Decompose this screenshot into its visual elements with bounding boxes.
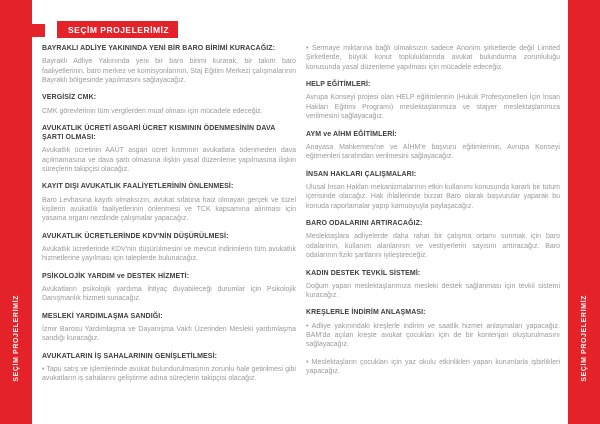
project-section (306, 170, 560, 211)
section-heading: BARO ODALARINI ARTIRACAĞIZ: (306, 220, 423, 228)
section-paragraph: Avukatların psikolojik yardıma ihtiyaç duyabileceği durumlar için Psikolojik Danışmanlık hizmeti sunacağız. (42, 285, 296, 303)
section-paragraph: • Meslektaşların çocukları için yaz okulu etkinlikleri yapan kurumlarla işbirlikleri yapacağız. (306, 358, 560, 376)
section-paragraph: CMK görevlerinin tüm vergilerden muaf olması için mücadele edeceğiz. (42, 107, 263, 115)
section-paragraph: Doğum yapan meslektaşlarımıza mesleki destek sağlanması için tevkil sistemi kuracağız. (306, 282, 560, 300)
section-paragraph: Anayasa Mahkemesi'ne ve AİHM'e başvuru eğitimlerinin, Avrupa Konseyi eğitmenleri tarafından verilmesini sağlayacağız. (306, 143, 560, 161)
project-section (42, 312, 296, 344)
section-paragraph: • Tapu satış ve işlemlerinde avukat bulundurulmasının zorunlu hale getirilmesi gibi avukatların iş sahalarını geliştirme adına süreçlerin takipçisi olacağız. (42, 365, 296, 383)
section-heading: KREŞLERLE İNDİRİM ANLAŞMASI: (306, 309, 426, 317)
content-area (42, 44, 560, 392)
section-heading: MESLEKİ YARDIMLAŞMA SANDIĞI: (42, 312, 163, 320)
section-heading: AVUKATLIK ÜCRETLERİNDE KDV'NİN DÜŞÜRÜLMESİ: (42, 232, 229, 240)
right-column (306, 44, 560, 392)
section-heading: KAYIT DIŞI AVUKATLIK FAALİYETLERİNİN ÖNLENMESİ: (42, 183, 234, 191)
section-paragraph: Avukatlık ücretlerinde KDV'nin düşürülmesini ve mevcut indirimlerin tüm avukatlık hizmetlerine yayılması için taleplerde bulunacağız. (42, 245, 296, 263)
project-section (42, 352, 296, 384)
section-paragraph: • Sermaye miktarına bağlı olmaksızın sadece Anonim şirketlerde değil Limited Şirketlerde, büyük konut topluluklarında avukat bulundurma zorunluluğu konusunda yasal düzenleme yapılması için mücadele edeceğiz. (306, 45, 560, 71)
right-rail-vertical-title: SEÇİM PROJELERİMİZ (580, 295, 588, 382)
project-section (306, 44, 560, 72)
project-section (42, 44, 296, 85)
section-heading: AYM ve AİHM EĞİTİMLERİ: (306, 130, 397, 138)
banner-left-step (0, 24, 45, 37)
section-heading: HELP EĞİTİMLERİ: (306, 81, 371, 89)
section-heading: BAYRAKLI ADLİYE YAKININDA YENİ BİR BARO BİRİMİ KURACAĞIZ: (42, 45, 276, 52)
left-rail-vertical-title: SEÇİM PROJELERİMİZ (12, 295, 20, 382)
section-heading: İNSAN HAKLARI ÇALIŞMALARI: (306, 170, 417, 178)
project-section (306, 130, 560, 162)
section-paragraph: Avukatlık ücretinin AAÜT asgari ücret kısmının avukatlara ödenmeden dava açılmamasına ve dava şartı olmasına ilişkin yasal düzenleme yapılmasına ilişkin süreçlerin takipçisi olacağız. (42, 147, 296, 173)
project-section (306, 269, 560, 301)
project-section (306, 219, 560, 260)
section-paragraph: Meslektaşlara adliyelerde daha rahat bir çalışma ortamı sunmak için baro odalarının, kullanım alanlarının ve vestiyerlerin sayısını arttıracağız. Baro odalarının fiziki şartlarını iyileştireceğiz. (306, 233, 560, 260)
section-heading: KADIN DESTEK TEVKİL SİSTEMİ: (306, 269, 421, 277)
project-section (42, 182, 296, 223)
section-heading: AVUKATLIK ÜCRETİ ASGARİ ÜCRET KISMININ ÖDENMESİNİN DAVA ŞARTI OLMASI: (42, 124, 276, 142)
project-section (42, 124, 296, 175)
left-column (42, 44, 296, 392)
section-paragraph: Bayraklı Adliye Yakınında yeni bir baro birimi kurarak, bir takım baro faaliyetlerinin, baro merkez ve komisyonlarının, Staj Eğitim Merkezi çalışmalarının Bayraklı bölgesinde yapılmasını sağlayacağız. (42, 58, 296, 84)
section-heading: AVUKATLARIN İŞ SAHALARININ GENİŞLETİLMESİ: (42, 352, 218, 360)
section-paragraph: İzmir Barosu Yardımlaşma ve Dayanışma Vakfı Üzerinden Mesleki yardımlaşma sandığı kuracağız. (42, 325, 296, 343)
left-red-rail (0, 0, 32, 424)
project-section (42, 93, 296, 116)
project-section (42, 232, 296, 264)
right-red-rail (568, 0, 600, 424)
section-heading: VERGİSİZ CMK: (42, 94, 97, 102)
section-heading: PSİKOLOJİK YARDIM ve DESTEK HİZMETİ: (42, 272, 190, 280)
project-section (42, 272, 296, 304)
section-paragraph: Baro Levhasına kayıtlı olmaksızın, avukat sıfatına haiz olmayan gerçek ve tüzel kişilerin avukatlık faaliyetlerinin önlenmesi ve TCK kapsamına alınması için yasama organı nezdinde çalışmalar yapacağız. (42, 196, 296, 223)
section-paragraph: Ulusal İnsan Hakları mekanizmalarının etkin kullanımı konusunda kararlı bir tutum içerisinde olacağız. Hak ihlallerinde bizzat Baro olarak başvurular yaparak bu konuda raporlamalar yapıp kamuoyuyla paylaşacağız. (306, 183, 560, 210)
project-section (306, 80, 560, 121)
page-title-banner: SEÇİM PROJELERİMİZ (57, 21, 178, 38)
section-paragraph: Avrupa Konseyi projesi olan HELP eğitimlerinin (Hukuk Profesyonelleri İçin İnsan Hakları Eğitimi Programı) meslektaşlarımıza ve stajyer meslektaşlarımıza verilmesini sağlayacağız. (306, 94, 560, 121)
project-section (306, 308, 560, 376)
section-paragraph: • Adliye yakınındaki kreşlerle indirim ve saatlik hizmet anlaşmaları yapacağız. BAM'da açılan kreşte avukat çocukları için de bir kontenjan oluşturulmasını sağlayacağız. (306, 322, 560, 349)
